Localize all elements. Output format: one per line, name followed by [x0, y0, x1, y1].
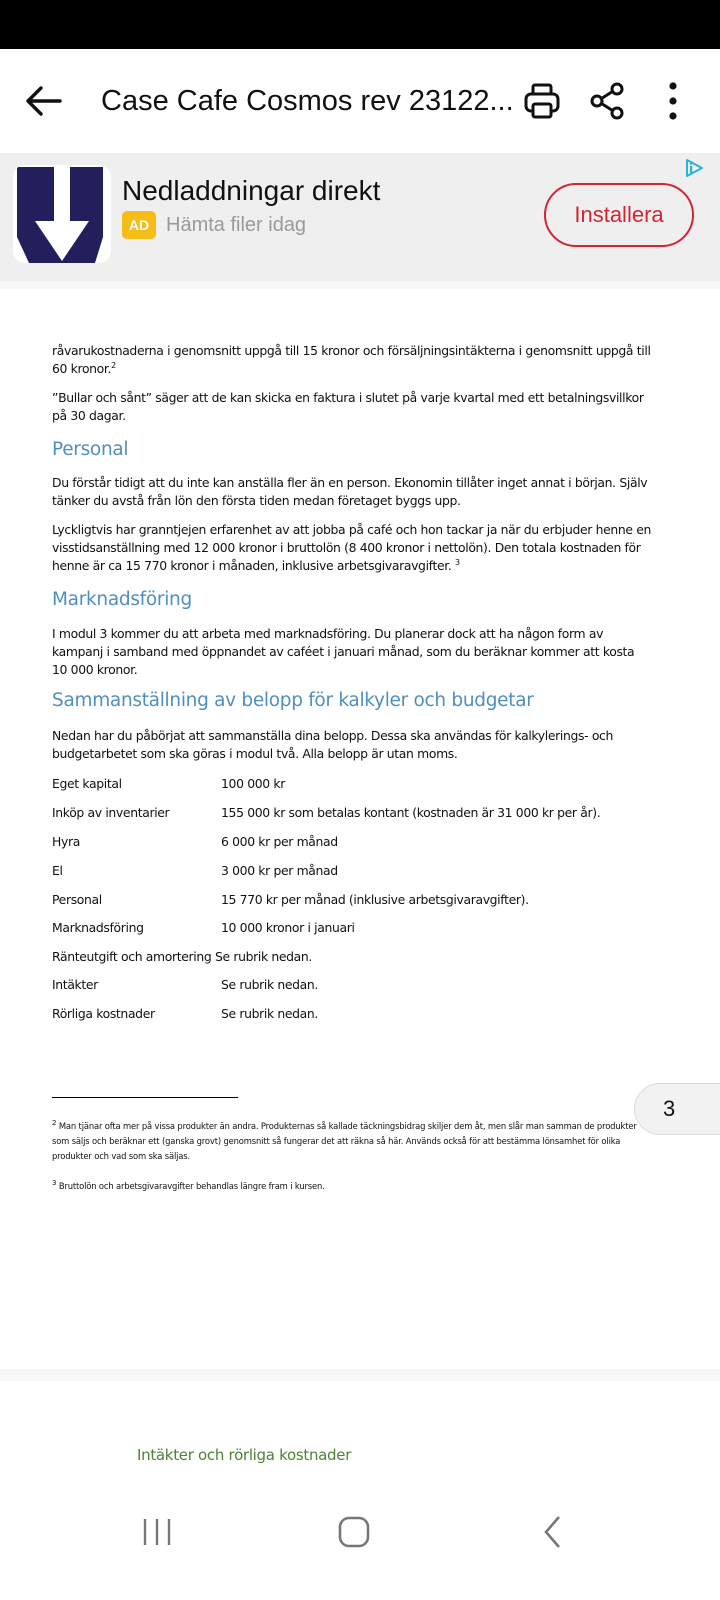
heading-personal: Personal	[52, 439, 129, 460]
paragraph: Lyckligtvis har granntjejen erfarenhet av att jobba på café och hon tackar ja när du erbjuder henne en visstidsanställning med 12 000 kronor i bruttolön (8 400 kronor i nettolön). Den totala kostnaden för henne är ca 15 770 kronor i månaden, inklusive arbetsgivaravgifter. $^3$	[52, 522, 652, 573]
status-bar	[0, 0, 720, 49]
footnote: $^2$ Man tjänar ofta mer på vissa produkter än andra. Produkternas så kallade täckningsbidrag skiljer dem åt, men slår man samman de produkter som säljs och beräknar ett (ganska grovt) genomsnitt så fungerar det att räkna så här. Används också för att bestämma lönsamhet för olika produkter och vad som ska säljas.	[52, 1119, 637, 1161]
home-icon[interactable]	[324, 1509, 384, 1553]
document-page: råvarukostnaderna i genomsnitt uppgå till 15 kronor och försäljningsintäkterna i genomsnitt uppgå till 60 kronor.$^2$ ”Bullar och sånt” säger att de kan skicka en faktura i slutet på varje kvartal med ett betalningsvillkor på 30 dagar. Personal Du förstår tidigt att du inte kan anställa fler än en person. Ekonomin tillåter inget annat i början. Själv tänker du avstå från lön den första tiden medan företaget byggs upp. Lyckligtvis har granntjejen erfarenhet av att jobba på café och hon tackar ja när du erbjuder henne en visstidsanställning med 12 000 kronor i bruttolön (8 400 kronor i nettolön). Den totala kostnaden för henne är ca 15 770 kronor i månaden, inklusive arbetsgivaravgifter. $^3$ Marknadsföring I modul 3 kommer du att arbeta med marknadsföring. Du planerar dock att ha någon form av kampanj i samband med öppnandet av caféet i januari månad, som du beräknar kommer att kosta 10 000 kronor. Sammanställning av belopp för kalkyler och budgetar Nedan har du påbörjat att sammanställa dina belopp. Dessa ska användas för kalkylerings- och budgetarbetet som ska göras i modul två. Alla belopp är utan moms. Eget kapital 100 000 kr Inköp av inventarier 155 000 kr som betalas kontant (kostnaden är 31 000 kr per år). Hyra 6 000 kr per månad El 3 000 kr per månad Personal 15 770 kr per månad (inklusive arbetsgivaravgifter). Marknadsföring 10 000 kronor i januari Ränteutgift och amortering Se rubrik nedan. Intäkter Se rubrik nedan. Rörliga kostnader Se rubrik nedan. $^2$ Man tjänar ofta mer på vissa produkter än andra. Produkternas så kallade täckningsbidrag skiljer dem åt, men slår man samman de produkter som säljs och beräknar ett (ganska grovt) genomsnitt så fungerar det att räkna så här. Används också för att bestämma lönsamhet för olika produkter och vad som ska säljas. $^3$ Bruttolön och arbetsgivaravgifter behandlas längre fram i kursen.	[0, 289, 720, 1369]
install-button[interactable]: Installera	[544, 183, 694, 247]
footnote: $^3$ Bruttolön och arbetsgivaravgifter behandlas längre fram i kursen.	[52, 1179, 325, 1191]
ad-title: Nedladdningar direkt	[122, 175, 381, 206]
amount-row: Ränteutgift och amortering Se rubrik nedan.	[52, 949, 313, 964]
share-icon[interactable]	[586, 79, 630, 123]
app-bar	[0, 49, 720, 153]
footnote-divider	[52, 1097, 238, 1098]
ad-badge: AD	[122, 211, 156, 239]
heading-summary: Sammanställning av belopp för kalkyler och budgetar	[52, 690, 534, 711]
paragraph: råvarukostnaderna i genomsnitt uppgå till 15 kronor och försäljningsintäkterna i genomsnitt uppgå till 60 kronor.$^2$	[52, 343, 651, 376]
document-title: Case Cafe Cosmos rev 23122...	[101, 85, 514, 117]
paragraph: ”Bullar och sånt” säger att de kan skicka en faktura i slutet på varje kvartal med ett betalningsvillkor på 30 dagar.	[52, 390, 644, 423]
back-icon[interactable]	[522, 1509, 582, 1553]
paragraph: Nedan har du påbörjat att sammanställa dina belopp. Dessa ska användas för kalkylerings- och budgetarbetet som ska göras i modul två. Alla belopp är utan moms.	[52, 728, 614, 761]
more-vert-icon[interactable]	[658, 79, 688, 123]
heading-marketing: Marknadsföring	[52, 589, 192, 610]
paragraph: I modul 3 kommer du att arbeta med marknadsföring. Du planerar dock att ha någon form av kampanj i samband med öppnandet av caféet i januari månad, som du beräknar kommer att kosta 10 000 kronor.	[52, 626, 635, 677]
page-separator	[0, 1369, 720, 1381]
system-nav-bar	[0, 1501, 720, 1600]
ad-divider	[0, 281, 720, 289]
back-arrow-icon[interactable]	[22, 81, 66, 121]
ad-choices-icon[interactable]	[683, 157, 705, 179]
page-number-indicator[interactable]: 3	[634, 1083, 720, 1135]
recent-apps-icon[interactable]	[128, 1509, 188, 1553]
subheading-revenue-variable-costs: Intäkter och rörliga kostnader	[137, 1446, 352, 1464]
paragraph: Du förstår tidigt att du inte kan anställa fler än en person. Ekonomin tillåter inget annat i början. Själv tänker du avstå från lön den första tiden medan företaget byggs upp.	[52, 475, 648, 508]
print-icon[interactable]	[520, 79, 564, 123]
next-document-page	[0, 1381, 720, 1501]
ad-banner[interactable]	[0, 153, 720, 281]
download-arrow-icon	[13, 165, 111, 263]
ad-subtitle: Hämta filer idag	[166, 214, 307, 236]
